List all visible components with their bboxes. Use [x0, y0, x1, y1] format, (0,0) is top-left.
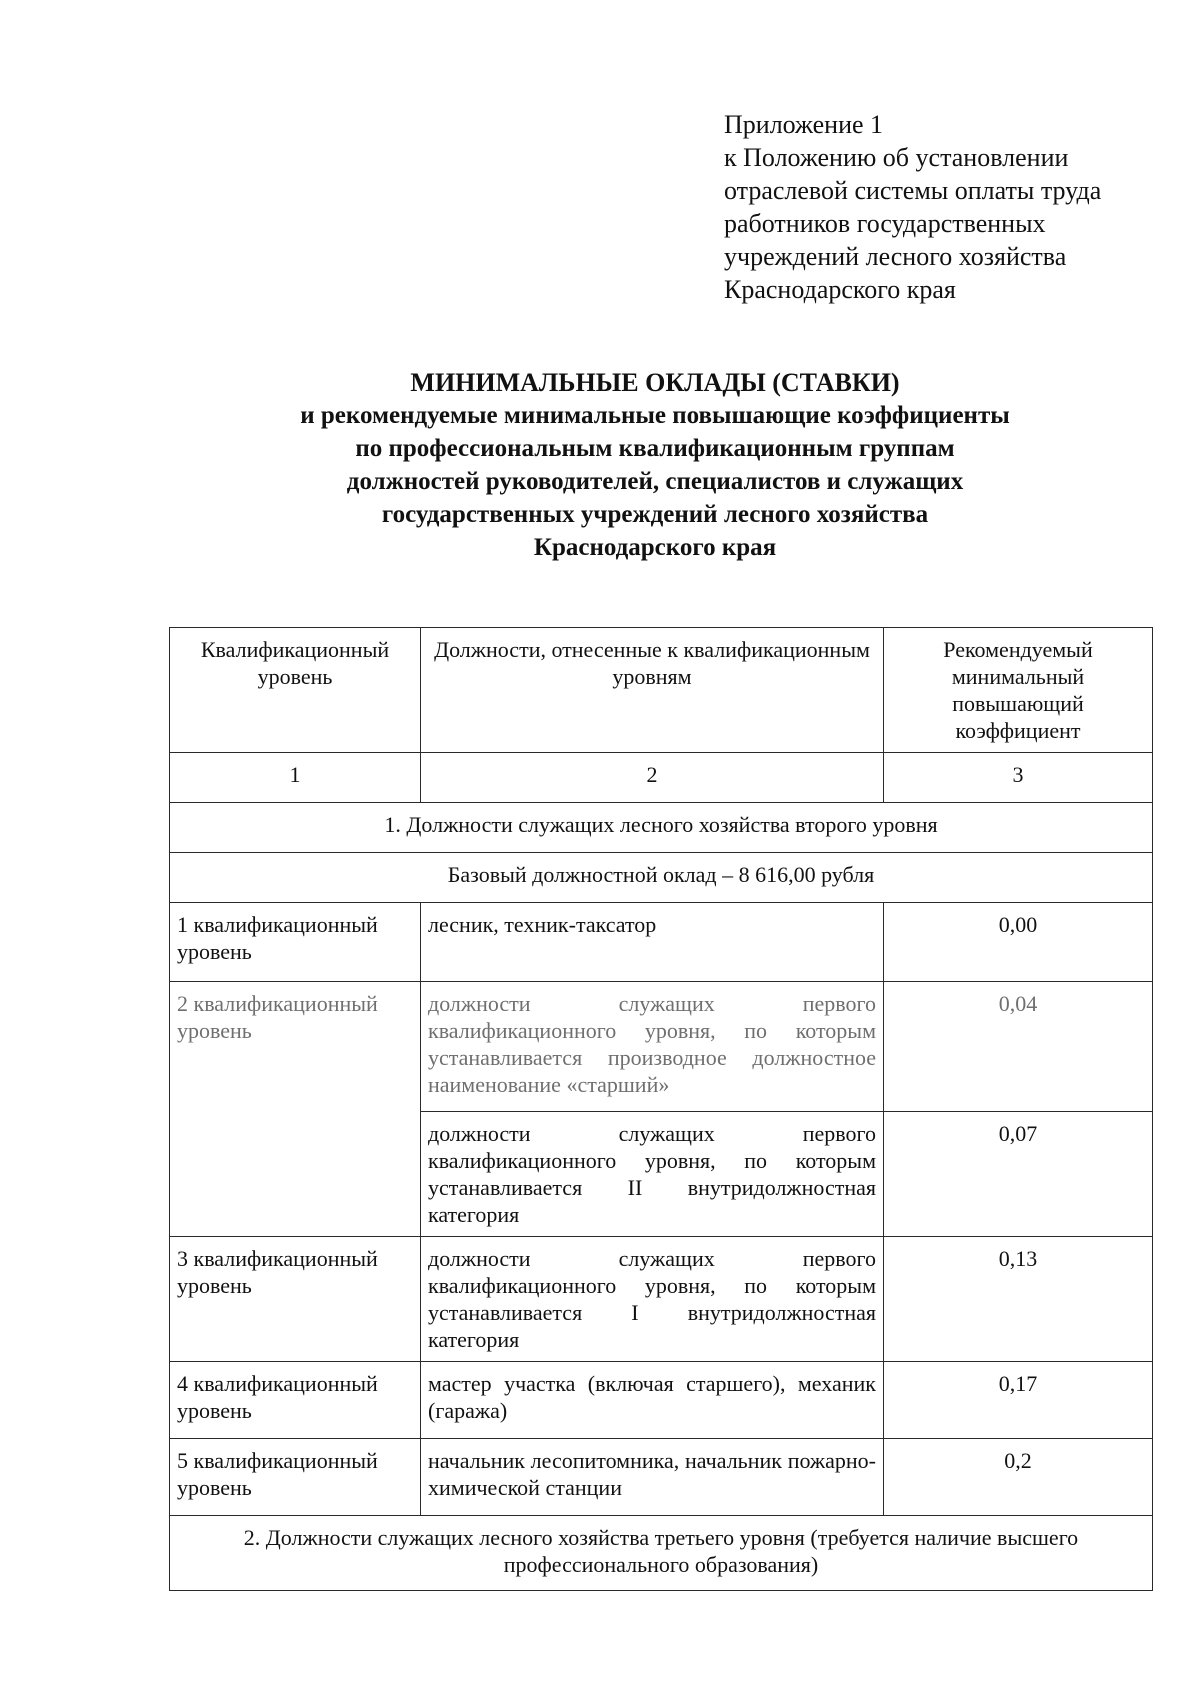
- column-number: 2: [421, 753, 884, 803]
- table-row: [170, 1362, 1153, 1439]
- position-list: должности служащих первого квалификационного уровня, по которым устанавливается I внутридолжностная категория: [421, 1237, 884, 1362]
- appendix-line: к Положению об установлении: [724, 143, 1069, 172]
- position-list: лесник, техник-таксатор: [421, 903, 884, 982]
- document-title: [0, 366, 1200, 564]
- title-line: по профессиональным квалификационным группам: [355, 435, 955, 462]
- appendix-line: Краснодарского края: [724, 275, 956, 304]
- table-row: [170, 1237, 1153, 1362]
- salary-table: [169, 627, 1153, 1591]
- qualification-level: 1 квалификационный уровень: [170, 903, 421, 982]
- header-level: Квалификационный уровень: [170, 628, 421, 753]
- qualification-level: 5 квалификационный уровень: [170, 1439, 421, 1516]
- qualification-level: 4 квалификационный уровень: [170, 1362, 421, 1439]
- section-row: [170, 803, 1153, 853]
- title-line: Краснодарского края: [533, 534, 777, 561]
- coefficient: 0,13: [884, 1237, 1153, 1362]
- title-line: должностей руководителей, специалистов и служащих: [346, 468, 964, 495]
- position-list: мастер участка (включая старшего), механик (гаража): [421, 1362, 884, 1439]
- table-row: [170, 982, 1153, 1112]
- title-main: МИНИМАЛЬНЫЕ ОКЛАДЫ (СТАВКИ): [410, 368, 900, 397]
- header-coefficient: Рекомендуемый минимальный повышающий коэффициент: [884, 628, 1153, 753]
- appendix-line: работников государственных: [724, 209, 1046, 238]
- section-row: [170, 1516, 1153, 1591]
- header-positions: Должности, отнесенные к квалификационным уровням: [421, 628, 884, 753]
- position-list: начальник лесопитомника, начальник пожарно-химической станции: [421, 1439, 884, 1516]
- qualification-level: 3 квалификационный уровень: [170, 1237, 421, 1362]
- column-number: 1: [170, 753, 421, 803]
- appendix-note: [724, 108, 1164, 306]
- coefficient: 0,2: [884, 1439, 1153, 1516]
- table-row: [170, 1439, 1153, 1516]
- base-salary: Базовый должностной оклад – 8 616,00 рубля: [170, 853, 1153, 903]
- coefficient: 0,00: [884, 903, 1153, 982]
- table-header-row: [170, 628, 1153, 753]
- coefficient: 0,17: [884, 1362, 1153, 1439]
- title-line: и рекомендуемые минимальные повышающие коэффициенты: [300, 402, 1010, 429]
- section-title: 2. Должности служащих лесного хозяйства третьего уровня (требуется наличие высшего профессионального образования): [170, 1516, 1153, 1591]
- section-title: 1. Должности служащих лесного хозяйства второго уровня: [170, 803, 1153, 853]
- base-salary-row: [170, 853, 1153, 903]
- position-list: должности служащих первого квалификационного уровня, по которым устанавливается производное должностное наименование «старший»: [421, 982, 884, 1112]
- column-number: 3: [884, 753, 1153, 803]
- qualification-level: 2 квалификационный уровень: [170, 982, 421, 1237]
- title-line: государственных учреждений лесного хозяйства: [381, 501, 929, 528]
- column-number-row: [170, 753, 1153, 803]
- appendix-line: учреждений лесного хозяйства: [724, 242, 1067, 271]
- coefficient: 0,07: [884, 1112, 1153, 1237]
- position-list: должности служащих первого квалификационного уровня, по которым устанавливается II внутридолжностная категория: [421, 1112, 884, 1237]
- table-row: [170, 903, 1153, 982]
- appendix-line: Приложение 1: [724, 110, 884, 139]
- appendix-line: отраслевой системы оплаты труда: [724, 176, 1102, 205]
- coefficient: 0,04: [884, 982, 1153, 1112]
